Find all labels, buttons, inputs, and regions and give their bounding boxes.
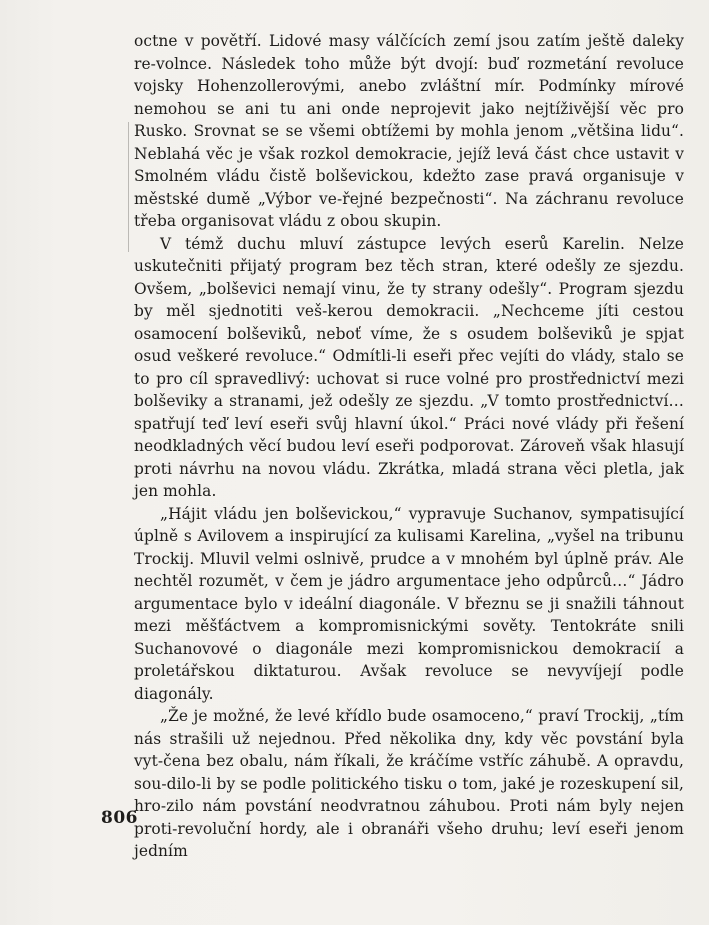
paragraph-2: V témž duchu mluví zástupce levých eserů Karelin. Nelze uskutečniti přijatý program bez těch stran, které odešly ze sjezdu. Ovšem, „bolševici nemají vinu, že ty strany odešly“. Program sjezdu by měl sjednotiti veš-kerou demokracii. „Nechceme jíti cestou osamocení bolševiků, neboť víme, že s osudem bolševiků je spjat osud veškeré revoluce.“ Odmítli-li eseři přec vejíti do vlády, stalo se to pro cíl spravedlivý: uchovat si ruce volné pro prostřednictví mezi bolševiky a stranami, jež odešly ze sjezdu. „V tomto prostřednictví… spatřují teď leví eseři svůj hlavní úkol.“ Práci nové vlády při řešení neodkladných věcí budou leví eseři podporovat. Zároveň však hlasují proti návrhu na novou vládu. Zkrátka, mladá strana věci pletla, jak jen mohla.	[134, 234, 684, 500]
body-text	[134, 30, 684, 863]
margin-mark	[128, 122, 129, 252]
paragraph-1: octne v povětří. Lidové masy válčících zemí jsou zatím ještě daleky re-volnce. Následek toho může být dvojí: buď rozmetání revoluce vojsky Hohenzollerovými, anebo zvláštní mír. Podmínky mírové nemohou se ani tu ani onde neprojevit jako nejtíživější věc pro Rusko. Srovnat se se všemi obtížemi by mohla jenom „většina lidu“. Neblahá věc je však rozkol demokracie, jejíž levá část chce ustavit v Smolném vládu čistě bolševickou, kdežto zase pravá organisuje v městské dumě „Výbor ve-řejné bezpečnosti“. Na záchranu revoluce třeba organisovat vládu z obou skupin.	[134, 32, 684, 230]
paragraph-4: „Že je možné, že levé křídlo bude osamoceno,“ praví Trockij, „tím nás strašili už nejednou. Před několika dny, kdy věc povstání byla vyt-čena bez obalu, nám říkali, že kráčíme vstříc záhubě. A opravdu, sou-dilo-li by se podle politického tisku o tom, jaké je rozeskupení sil, hro-zilo nám povstání neodvratnou záhubou. Proti nám byly nejen proti-revoluční hordy, ale i obranáři všeho druhu; leví eseři jenom jedním	[134, 707, 684, 860]
paragraph-3: „Hájit vládu jen bolševickou,“ vypravuje Suchanov, sympatisující úplně s Avilovem a inspirující za kulisami Karelina, „vyšel na tribunu Trockij. Mluvil velmi oslnivě, prudce a v mnohém byl úplně práv. Ale nechtěl rozumět, v čem je jádro argumentace jeho odpůrců…“ Jádro argumentace bylo v ideální diagonále. V březnu se ji snažili táhnout mezi měšťáctvem a kompromisnickými sověty. Tentokráte snili Suchanovové o diagonále mezi kompromisnickou demokracií a proletářskou diktaturou. Avšak revoluce se nevyvíjejí podle diagonály.	[134, 504, 684, 703]
page-number: 806	[101, 808, 138, 828]
